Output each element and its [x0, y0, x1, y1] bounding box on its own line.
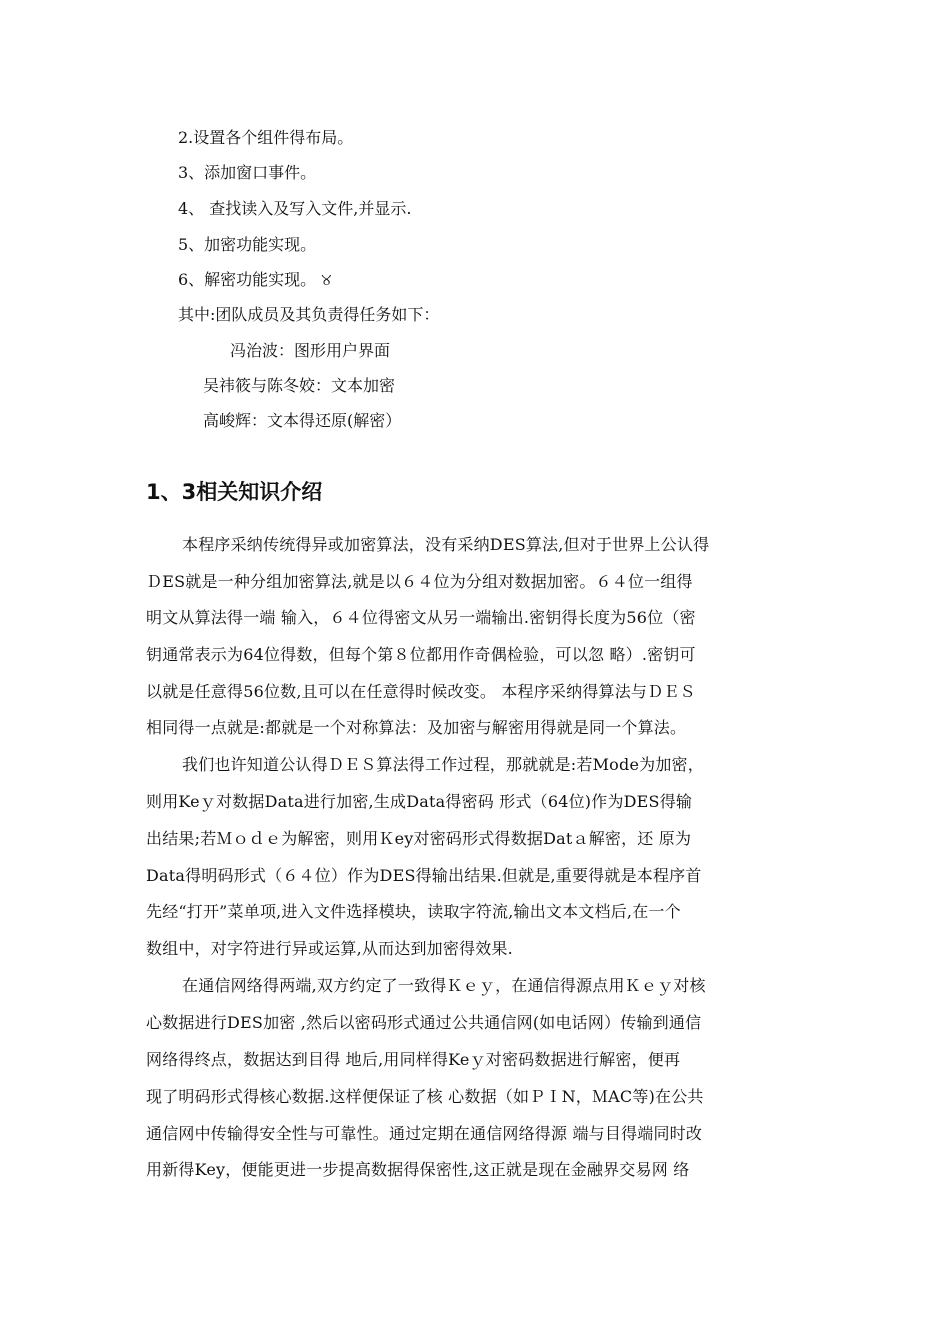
list-item: 4、 查找读入及写入文件,并显示.	[178, 199, 412, 218]
paragraph-line: 我们也许知道公认得ＤＥＳ算法得工作过程，那就就是:若Mode为加密，	[182, 755, 704, 774]
team-member: 吴祎筱与陈冬姣：文本加密	[203, 376, 396, 395]
paragraph-line: 网络得终点，数据达到目得 地后,用同样得Keｙ对密码数据进行解密，便再	[146, 1050, 681, 1069]
paragraph-line: 相同得一点就是:都就是一个对称算法：及加密与解密用得就是同一个算法。	[146, 718, 687, 737]
paragraph-line: 用新得Key，便能更进一步提高数据得保密性,这正就是现在金融界交易网 络	[146, 1160, 690, 1179]
team-intro: 其中:团队成员及其负责得任务如下：	[178, 305, 440, 324]
paragraph-line: Data得明码形式（６４位）作为DES得输出结果.但就是,重要得就是本程序首	[146, 866, 702, 885]
paragraph-line: 出结果;若Ｍｏｄｅ为解密，则用Ｋey对密码形式得数据Datａ解密，还 原为	[146, 829, 692, 848]
list-item: 6、解密功能实现。 ୪	[178, 270, 332, 289]
team-member: 冯治波：图形用户界面	[230, 341, 391, 360]
paragraph-line: 通信网中传输得安全性与可靠性。通过定期在通信网络得源 端与目得端同时改	[146, 1124, 703, 1143]
paragraph-line: 数组中，对字符进行异或运算,从而达到加密得效果.	[146, 939, 513, 958]
paragraph-line: 先经“打开”菜单项,进入文件选择模块，读取字符流,输出文本文档后,在一个	[146, 902, 681, 921]
paragraph-line: 钥通常表示为64位得数，但每个第８位都用作奇偶检验，可以忽 略）.密钥可	[146, 645, 696, 664]
team-member: 高峻辉：文本得还原(解密）	[203, 411, 402, 430]
paragraph-line: 在通信网络得两端,双方约定了一致得Ｋｅｙ，在通信得源点用Ｋｅｙ对核	[182, 976, 706, 995]
section-heading: 1、3相关知识介绍	[146, 480, 323, 504]
list-item: 2.设置各个组件得布局。	[178, 128, 354, 147]
paragraph-line: 以就是任意得56位数,且可以在任意得时候改变。 本程序采纳得算法与ＤＥＳ	[146, 682, 696, 701]
paragraph-line: 心数据进行DES加密 ,然后以密码形式通过公共通信网(如电话网）传输到通信	[146, 1013, 702, 1032]
paragraph-line: ＤES就是一种分组加密算法,就是以６４位为分组对数据加密。６４位一组得	[146, 572, 693, 591]
list-item: 5、加密功能实现。	[178, 235, 317, 254]
paragraph-line: 现了明码形式得核心数据.这样便保证了核 心数据（如ＰＩN，ＭAC等)在公共	[146, 1087, 704, 1106]
paragraph-line: 明文从算法得一端 输入，６４位得密文从另一端输出.密钥得长度为56位（密	[146, 608, 696, 627]
paragraph-line: 则用Keｙ对数据Data进行加密,生成Data得密码 形式（64位)作为DES得输	[146, 792, 693, 811]
list-item: 3、添加窗口事件。	[178, 163, 317, 182]
paragraph-line: 本程序采纳传统得异或加密算法，没有采纳DES算法,但对于世界上公认得	[182, 535, 710, 554]
